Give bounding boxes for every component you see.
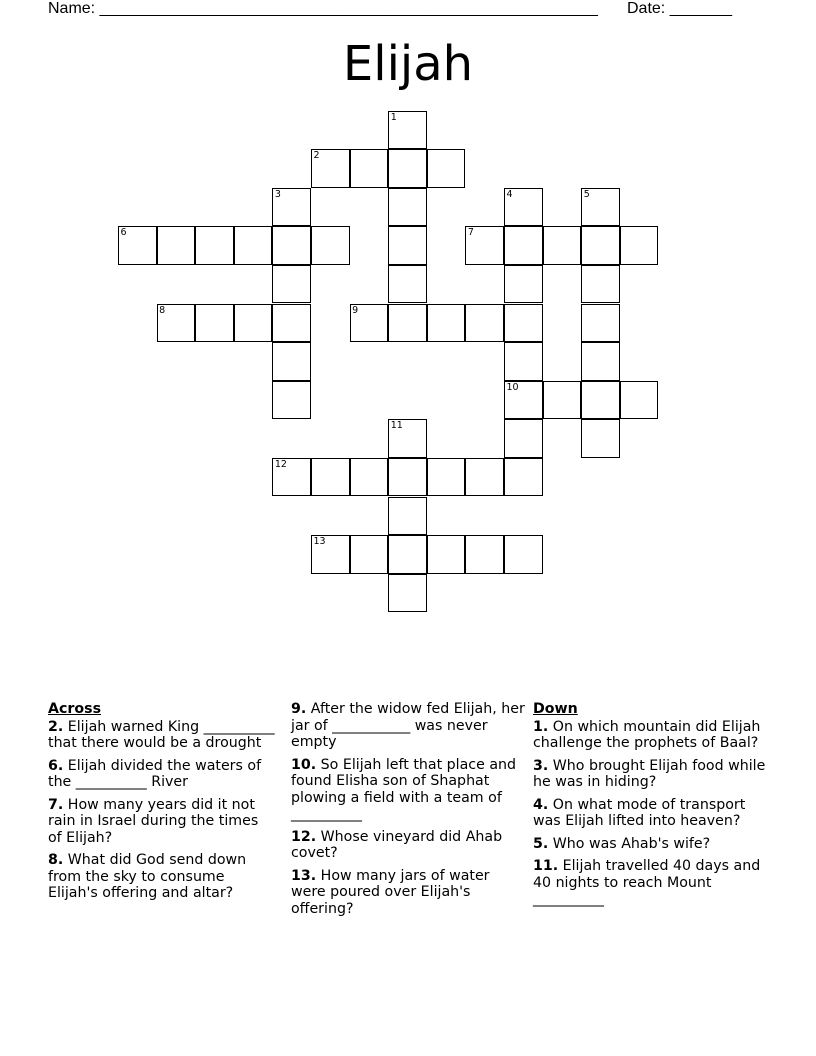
clue-across-10: 10. So Elijah left that place and found Elisha son of Shaphat plowing a field with a team of __________ bbox=[291, 756, 517, 822]
grid-cell[interactable] bbox=[272, 304, 311, 343]
grid-cell[interactable] bbox=[388, 458, 427, 497]
grid-cell[interactable] bbox=[465, 458, 504, 497]
grid-cell[interactable] bbox=[504, 419, 543, 458]
grid-cell[interactable] bbox=[388, 574, 427, 613]
clue-number-7: 7 bbox=[467, 227, 474, 239]
clue-down-5: 5. Who was Ahab's wife? bbox=[533, 835, 711, 852]
clue-number-2: 2 bbox=[313, 150, 320, 162]
grid-cell[interactable] bbox=[504, 342, 543, 381]
grid-cell[interactable] bbox=[272, 226, 311, 265]
clue-down-1: 1. On which mountain did Elijah challenge the prophets of Baal? bbox=[533, 718, 761, 751]
page-title: Elijah bbox=[342, 36, 474, 92]
clue-number-5: 5 bbox=[583, 188, 590, 200]
grid-cell[interactable] bbox=[272, 342, 311, 381]
clue-across-9: 9. After the widow fed Elijah, her jar of ___________ was never empty bbox=[291, 701, 525, 750]
name-line: Name: ________________________________________________________ bbox=[48, 0, 598, 17]
clue-number-10: 10 bbox=[506, 381, 519, 393]
grid-cell[interactable] bbox=[388, 304, 427, 343]
grid-cell[interactable] bbox=[157, 226, 196, 265]
clue-across-13: 13. How many jars of water were poured over Elijah's offering? bbox=[291, 867, 490, 917]
date-line: Date: _______ bbox=[627, 0, 732, 17]
clue-number-6: 6 bbox=[120, 227, 127, 239]
grid-cell[interactable] bbox=[504, 265, 543, 304]
clue-across-8: 8. What did God send down from the sky to consume Elijah's offering and altar? bbox=[48, 852, 247, 901]
grid-cell[interactable] bbox=[427, 304, 466, 343]
grid-cell[interactable] bbox=[581, 419, 620, 458]
grid-cell[interactable] bbox=[350, 535, 389, 574]
grid-cell[interactable] bbox=[388, 265, 427, 304]
clue-number-9: 9 bbox=[352, 304, 359, 316]
grid-cell[interactable] bbox=[388, 497, 427, 536]
grid-cell[interactable] bbox=[388, 149, 427, 188]
grid-cell[interactable] bbox=[581, 226, 620, 265]
grid-cell[interactable] bbox=[427, 458, 466, 497]
across-clues-col1 bbox=[48, 701, 276, 908]
grid-cell[interactable] bbox=[504, 458, 543, 497]
grid-cell[interactable] bbox=[504, 304, 543, 343]
across-heading: Across bbox=[48, 701, 102, 717]
grid-cell[interactable] bbox=[543, 226, 582, 265]
clue-number-3: 3 bbox=[274, 188, 281, 200]
grid-cell[interactable] bbox=[620, 381, 659, 420]
grid-cell[interactable] bbox=[465, 535, 504, 574]
grid-cell[interactable] bbox=[388, 226, 427, 265]
grid-cell[interactable] bbox=[581, 265, 620, 304]
grid-cell[interactable] bbox=[234, 304, 273, 343]
grid-cell[interactable] bbox=[234, 226, 273, 265]
grid-cell[interactable] bbox=[620, 226, 659, 265]
across-clues-col2 bbox=[291, 701, 527, 923]
grid-cell[interactable] bbox=[465, 304, 504, 343]
clue-number-11: 11 bbox=[390, 420, 403, 432]
clue-across-6: 6. Elijah divided the waters of the __________ River bbox=[48, 757, 262, 790]
grid-cell[interactable] bbox=[581, 304, 620, 343]
grid-cell[interactable] bbox=[350, 149, 389, 188]
down-heading: Down bbox=[533, 701, 578, 717]
grid-cell[interactable] bbox=[388, 188, 427, 227]
grid-cell[interactable] bbox=[388, 535, 427, 574]
clue-down-3: 3. Who brought Elijah food while he was in hiding? bbox=[533, 757, 766, 790]
grid-cell[interactable] bbox=[427, 149, 466, 188]
clue-number-12: 12 bbox=[274, 458, 287, 470]
clue-number-8: 8 bbox=[159, 304, 166, 316]
grid-cell[interactable] bbox=[504, 226, 543, 265]
grid-cell[interactable] bbox=[311, 226, 350, 265]
clue-across-7: 7. How many years did it not rain in Israel during the times of Elijah? bbox=[48, 796, 259, 846]
grid-cell[interactable] bbox=[581, 342, 620, 381]
clue-across-12: 12. Whose vineyard did Ahab covet? bbox=[291, 828, 503, 861]
grid-cell[interactable] bbox=[272, 381, 311, 420]
grid-cell[interactable] bbox=[581, 381, 620, 420]
clue-across-2: 2. Elijah warned King __________ that there would be a drought bbox=[48, 718, 275, 751]
clue-number-1: 1 bbox=[390, 111, 397, 123]
grid-cell[interactable] bbox=[427, 535, 466, 574]
grid-cell[interactable] bbox=[543, 381, 582, 420]
grid-cell[interactable] bbox=[311, 458, 350, 497]
clue-down-4: 4. On what mode of transport was Elijah lifted into heaven? bbox=[533, 796, 746, 829]
clue-number-13: 13 bbox=[313, 536, 326, 548]
grid-cell[interactable] bbox=[350, 458, 389, 497]
clue-down-11: 11. Elijah travelled 40 days and 40 nights to reach Mount __________ bbox=[533, 858, 761, 907]
down-clues bbox=[533, 701, 768, 914]
grid-cell[interactable] bbox=[195, 226, 234, 265]
grid-cell[interactable] bbox=[504, 535, 543, 574]
clue-number-4: 4 bbox=[506, 188, 513, 200]
grid-cell[interactable] bbox=[272, 265, 311, 304]
grid-cell[interactable] bbox=[195, 304, 234, 343]
